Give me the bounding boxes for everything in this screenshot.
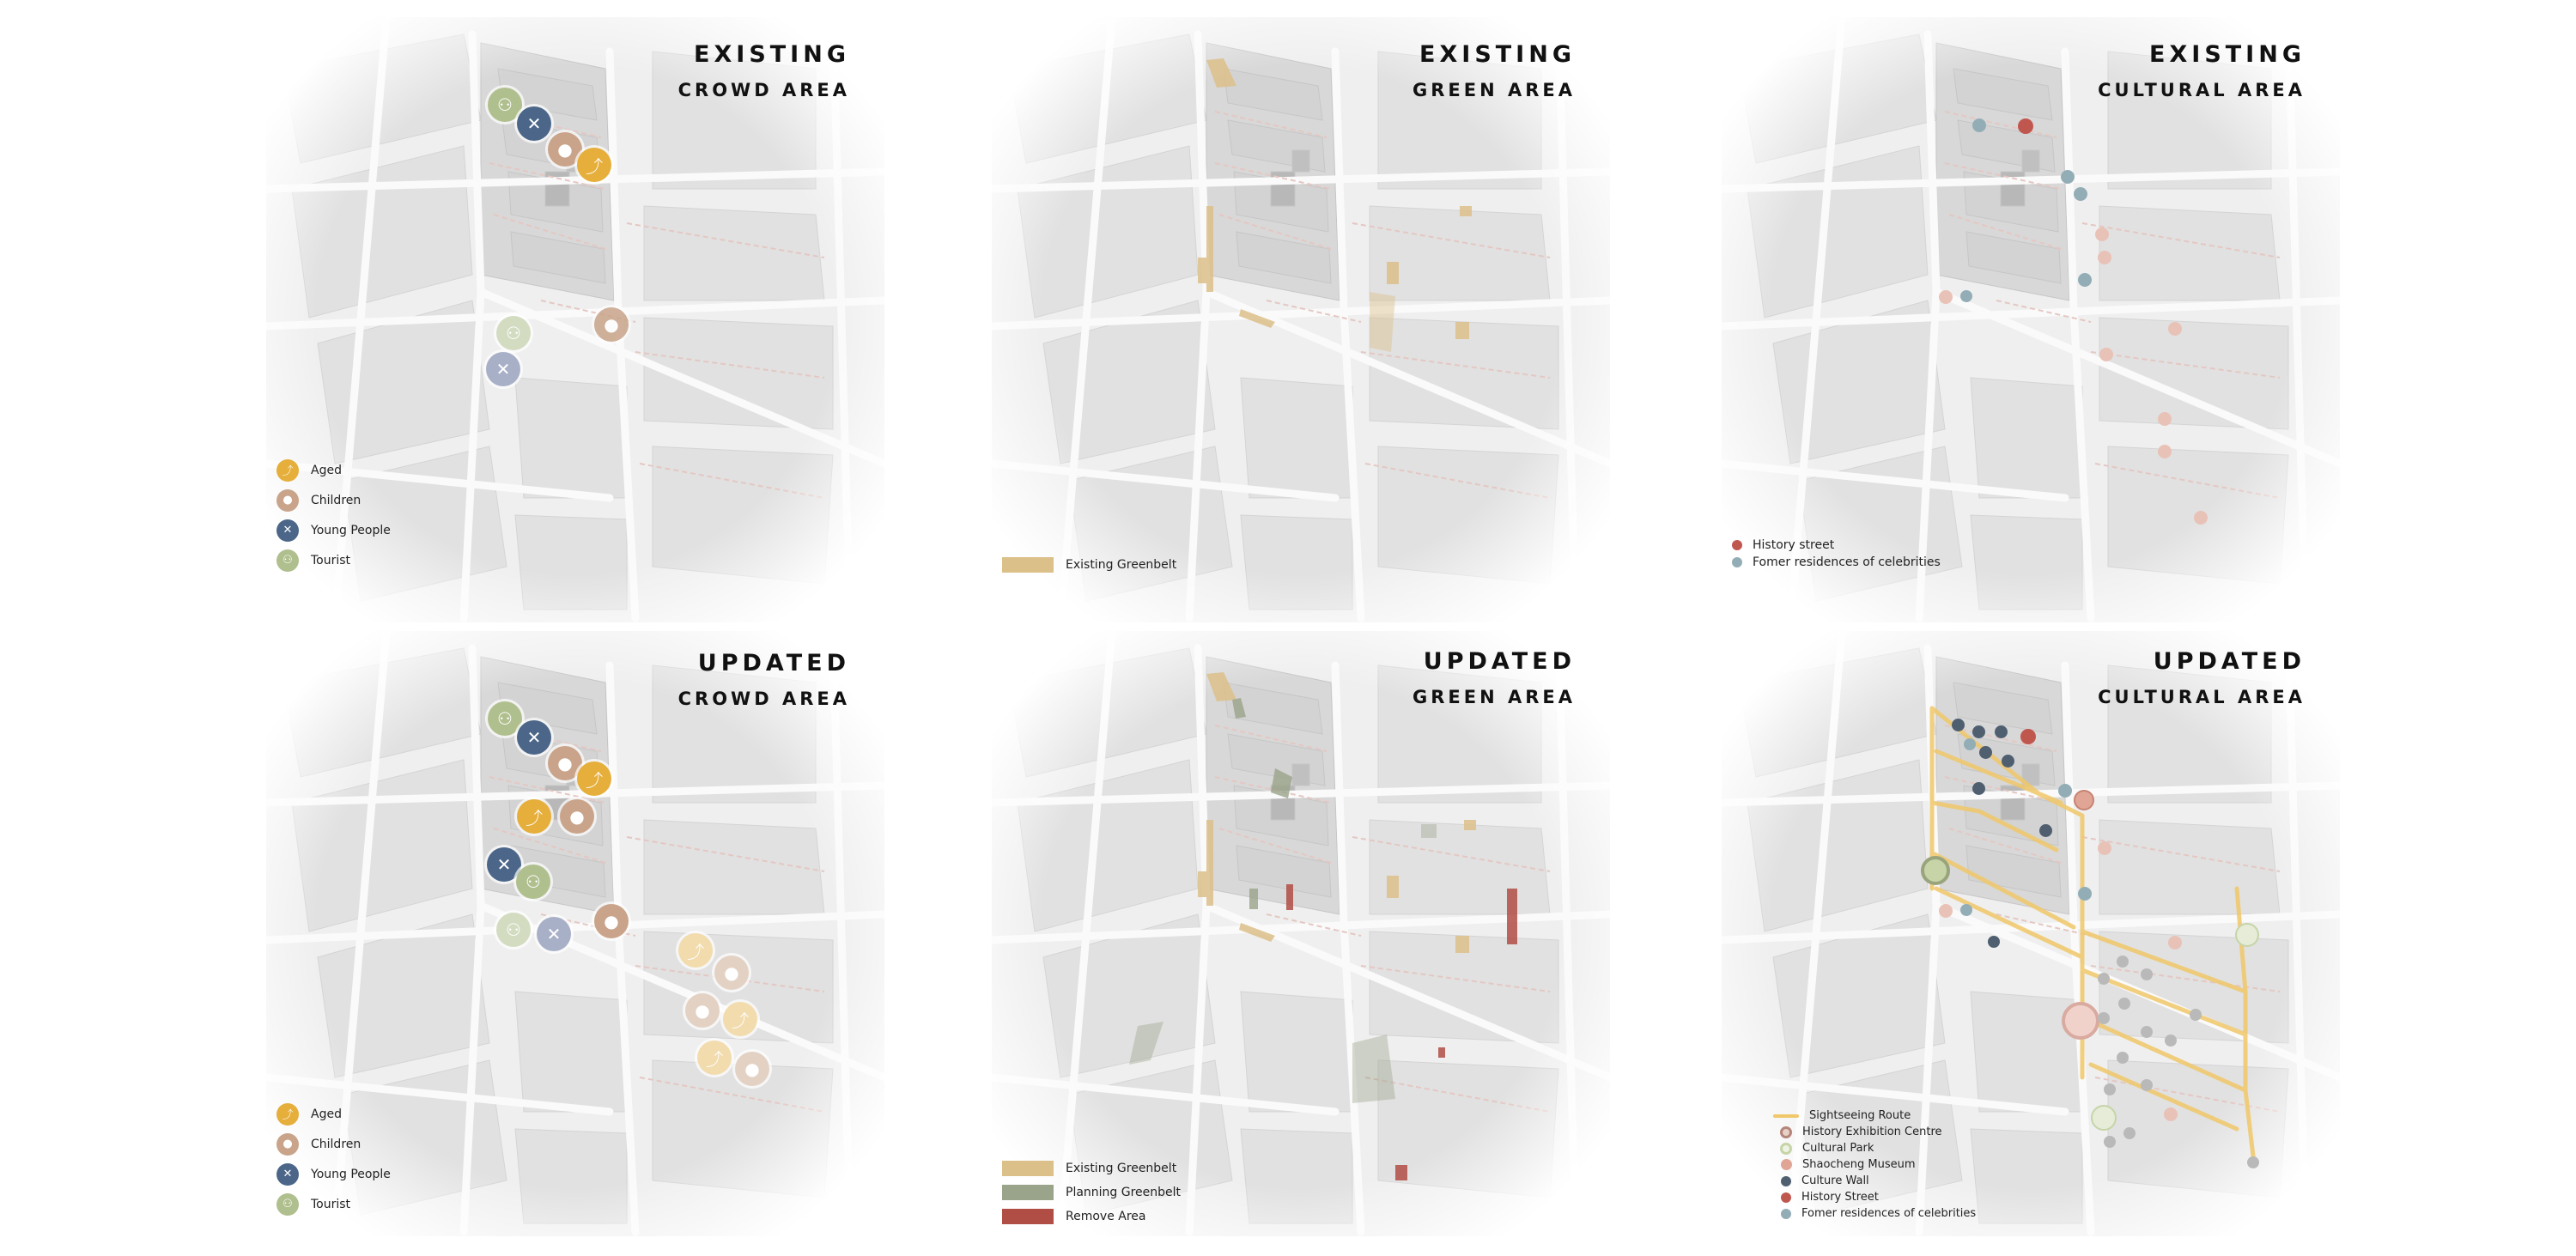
- greenbelt-swatch: [1002, 557, 1054, 573]
- cultural-park-marker: [2235, 923, 2259, 947]
- panel-title: [2098, 648, 2306, 707]
- legend-label-young: Young People: [311, 1167, 391, 1181]
- culture-wall-marker: [2141, 968, 2153, 980]
- aged-person-icon: ⤴: [276, 459, 299, 482]
- former-residence-marker: [1964, 738, 1976, 750]
- legend-label-greenbelt: Existing Greenbelt: [1066, 557, 1177, 572]
- aged-pin: ⤴: [697, 1041, 732, 1075]
- title-line-1: EXISTING: [1419, 41, 1576, 68]
- history-street-marker: [2168, 322, 2182, 336]
- culture-wall-marker: [2141, 1026, 2153, 1038]
- children-pin: ●: [594, 307, 629, 342]
- tourist-pin: ⚇: [496, 913, 531, 947]
- history-street-marker: [2098, 251, 2111, 264]
- former-residence-marker: [2061, 170, 2075, 184]
- title-line-1: EXISTING: [2149, 41, 2306, 68]
- young-pin: ✕: [486, 352, 520, 386]
- legend-label-children: Children: [311, 1137, 361, 1151]
- child-icon: ●: [276, 1133, 299, 1156]
- children-pin: ●: [594, 904, 629, 938]
- aged-pin: ⤴: [678, 933, 713, 968]
- legend-label-history: History street: [1753, 538, 1835, 552]
- title-line-1: UPDATED: [1423, 648, 1576, 675]
- former-residence-marker: [2078, 273, 2092, 287]
- legend-label-greenbelt: Existing Greenbelt: [1066, 1162, 1177, 1175]
- history-street-marker: [2018, 118, 2033, 134]
- aged-pin: ⤴: [577, 761, 611, 796]
- culture-wall-marker: [2039, 824, 2052, 837]
- culture-wall-marker: [2002, 755, 2014, 768]
- tourist-icon: ⚇: [276, 1193, 299, 1216]
- culture-wall-marker: [2104, 1083, 2116, 1095]
- culture-wall-marker: [2104, 1136, 2116, 1148]
- legend-label-museum: Shaocheng Museum: [1802, 1158, 1916, 1171]
- legend-label-young: Young People: [311, 523, 391, 537]
- culture-wall-marker: [2141, 1079, 2153, 1091]
- panel-updated-green: [992, 631, 1610, 1236]
- legend-label-remove: Remove Area: [1066, 1210, 1146, 1223]
- aged-person-icon: ⤴: [276, 1103, 299, 1126]
- legend-label-route: Sightseeing Route: [1809, 1109, 1911, 1122]
- former-residence-marker: [2074, 187, 2087, 201]
- legend-label-children: Children: [311, 493, 361, 507]
- museum-marker: [2164, 1107, 2178, 1121]
- panel-title: [1413, 648, 1576, 707]
- route-swatch: [1773, 1114, 1799, 1118]
- history-street-marker: [2158, 412, 2172, 426]
- culture-wall-marker: [1972, 782, 1985, 795]
- legend-crowd-updated: [276, 1099, 391, 1219]
- title-line-1: UPDATED: [2153, 648, 2306, 675]
- legend-label-aged: Aged: [311, 1107, 342, 1121]
- museum-swatch: [1781, 1159, 1792, 1170]
- culture-wall-marker: [2165, 1035, 2177, 1047]
- legend-label-wall: Culture Wall: [1801, 1174, 1869, 1187]
- title-line-1: EXISTING: [694, 41, 850, 68]
- tourist-pin: ⚇: [496, 316, 531, 350]
- former-residence-marker: [2078, 887, 2092, 901]
- legend-label-former: Fomer residences of celebrities: [1801, 1207, 1977, 1220]
- legend-green: [1002, 549, 1176, 579]
- history-street-marker: [2095, 228, 2109, 241]
- base-map: [992, 631, 1610, 1236]
- history-street-marker: [2158, 445, 2172, 458]
- title-line-2: GREEN AREA: [1412, 687, 1576, 707]
- legend-label-exhibition: History Exhibition Centre: [1802, 1126, 1942, 1138]
- shaocheng-museum-marker: [2074, 790, 2094, 810]
- tourist-pin: ⚇: [488, 701, 522, 736]
- history-street-marker: [1939, 290, 1953, 304]
- cultural-park-marker: [1921, 856, 1950, 885]
- history-street-swatch: [1781, 1192, 1791, 1203]
- culture-wall-marker: [2123, 1127, 2136, 1139]
- children-pin: ●: [714, 956, 749, 990]
- title-line-2: CROWD AREA: [677, 80, 850, 100]
- cultural-park-swatch: [1780, 1143, 1792, 1155]
- former-residence-marker: [1960, 904, 1972, 916]
- culture-wall-marker: [2117, 1052, 2129, 1064]
- culture-wall-marker: [1988, 936, 2000, 948]
- museum-marker: [1939, 904, 1953, 918]
- museum-marker: [2098, 841, 2111, 855]
- cultural-park-marker: [2091, 1105, 2117, 1131]
- young-pin: ✕: [537, 917, 571, 951]
- culture-wall-marker: [1979, 746, 1992, 759]
- culture-wall-marker: [2247, 1156, 2259, 1168]
- children-pin: ●: [685, 993, 720, 1028]
- base-map: [992, 17, 1610, 622]
- young-pin: ✕: [517, 106, 551, 141]
- greenbelt-swatch: [1002, 1161, 1054, 1176]
- panel-title: [678, 650, 850, 709]
- panel-title: [678, 41, 850, 100]
- legend-label-park: Cultural Park: [1802, 1142, 1874, 1155]
- panel-updated-crowd: [266, 631, 884, 1236]
- panel-existing-green: [992, 17, 1610, 622]
- title-line-1: UPDATED: [697, 650, 850, 677]
- tourist-pin: ⚇: [516, 865, 550, 899]
- tourist-icon: ⚇: [276, 549, 299, 572]
- history-street-marker: [2194, 511, 2208, 525]
- planning-swatch: [1002, 1185, 1054, 1200]
- history-street-marker: [2020, 729, 2036, 744]
- legend-label-aged: Aged: [311, 463, 342, 477]
- legend-label-former: Fomer residences of celebrities: [1753, 555, 1941, 569]
- culture-wall-marker: [2118, 998, 2130, 1010]
- young-pin: ✕: [487, 847, 521, 882]
- exhibition-centre-marker: [2062, 1002, 2099, 1040]
- young-pin: ✕: [517, 720, 551, 755]
- culture-wall-marker: [2098, 973, 2110, 985]
- panel-title: [1413, 41, 1576, 100]
- former-residence-marker: [1960, 290, 1972, 302]
- history-street-marker: [2099, 348, 2113, 361]
- panel-title: [2098, 41, 2306, 100]
- legend-cultural-updated: [1773, 1107, 1976, 1222]
- museum-marker: [2168, 936, 2182, 950]
- aged-pin: ⤴: [723, 1002, 757, 1036]
- former-residence-marker: [1972, 118, 1986, 132]
- tourist-pin: ⚇: [488, 88, 522, 122]
- base-map: [1722, 17, 2340, 622]
- culture-wall-swatch: [1781, 1176, 1791, 1186]
- title-line-2: CULTURAL AREA: [2098, 80, 2306, 100]
- young-person-icon: ✕: [276, 519, 299, 542]
- legend-cultural: [1732, 537, 1941, 571]
- history-street-swatch: [1732, 540, 1742, 550]
- remove-swatch: [1002, 1209, 1054, 1224]
- legend-label-tourist: Tourist: [311, 553, 351, 567]
- title-line-2: CULTURAL AREA: [2098, 687, 2306, 707]
- culture-wall-marker: [1952, 719, 1965, 731]
- children-pin: ●: [735, 1052, 769, 1086]
- exhibition-centre-swatch: [1780, 1126, 1792, 1138]
- aged-pin: ⤴: [577, 148, 611, 182]
- panel-existing-crowd: [266, 17, 884, 622]
- former-residence-marker: [2058, 784, 2072, 798]
- culture-wall-marker: [2098, 1012, 2110, 1024]
- children-pin: ●: [548, 132, 582, 167]
- title-line-2: GREEN AREA: [1412, 80, 1576, 100]
- children-pin: ●: [548, 746, 582, 780]
- title-line-2: CROWD AREA: [677, 689, 850, 709]
- legend-crowd: [276, 455, 391, 575]
- aged-pin: ⤴: [517, 799, 551, 834]
- former-residence-swatch: [1781, 1209, 1791, 1219]
- culture-wall-marker: [1995, 725, 2008, 738]
- legend-green-updated: [1002, 1156, 1181, 1229]
- former-residence-swatch: [1732, 557, 1742, 567]
- culture-wall-marker: [1972, 725, 1985, 738]
- child-icon: ●: [276, 489, 299, 512]
- young-person-icon: ✕: [276, 1163, 299, 1186]
- legend-label-street: History Street: [1801, 1191, 1879, 1204]
- culture-wall-marker: [2190, 1009, 2202, 1021]
- children-pin: ●: [560, 799, 594, 834]
- culture-wall-marker: [2117, 956, 2129, 968]
- legend-label-planning: Planning Greenbelt: [1066, 1186, 1182, 1199]
- panel-updated-cultural: [1722, 631, 2340, 1236]
- panel-existing-cultural: [1722, 17, 2340, 622]
- legend-label-tourist: Tourist: [311, 1197, 351, 1211]
